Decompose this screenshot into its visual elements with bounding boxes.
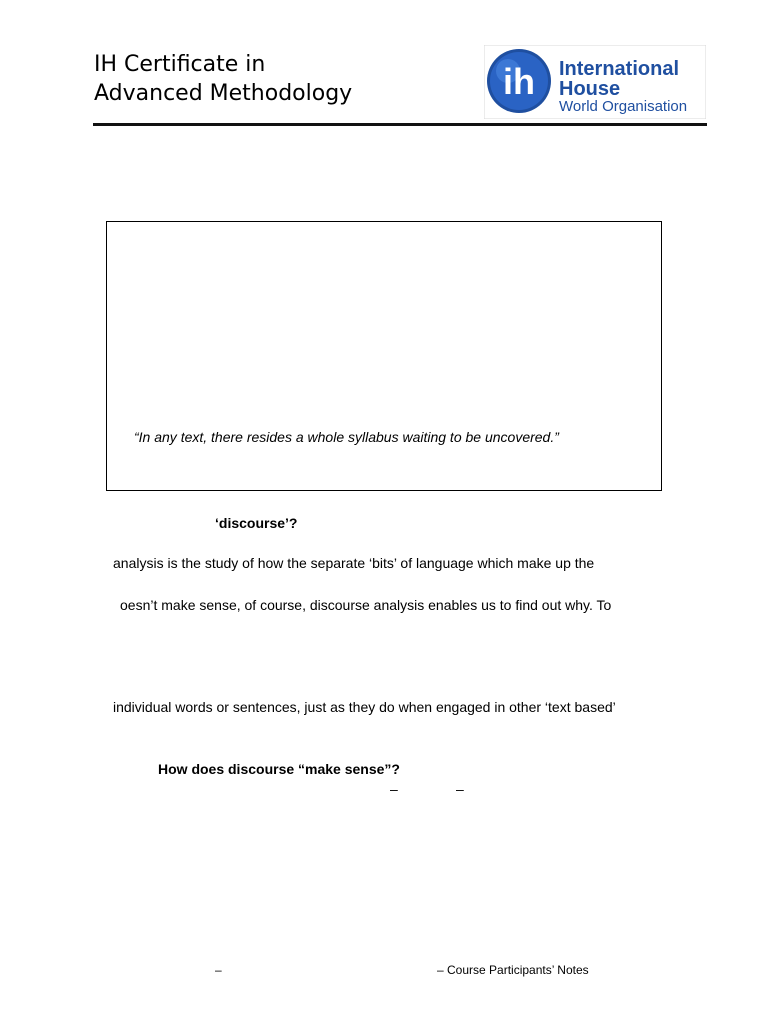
body-line-3: individual words or sentences, just as they do when engaged in other ‘text based’ <box>113 699 616 715</box>
document-title <box>94 50 352 108</box>
section-heading-discourse: ‘discourse’? <box>215 515 298 531</box>
quote-box <box>106 221 662 491</box>
header-divider <box>93 123 707 126</box>
body-line-2: oesn’t make sense, of course, discourse analysis enables us to find out why. To <box>120 597 612 613</box>
logo-text-international: International <box>559 58 680 80</box>
logo-text-world-organisation: World Organisation <box>559 98 688 115</box>
dash-mark-2: – <box>456 781 464 797</box>
dash-mark-1: – <box>390 781 398 797</box>
body-line-1: analysis is the study of how the separate ‘bits’ of language which make up the <box>113 555 595 571</box>
title-line-1: IH Certificate in <box>94 52 266 77</box>
footer-dash: – <box>215 963 222 977</box>
svg-text:ih: ih <box>503 61 535 102</box>
section-heading-make-sense: How does discourse “make sense”? <box>158 761 400 777</box>
title-line-2: Advanced Methodology <box>94 81 353 106</box>
quote-text: “In any text, there resides a whole syllabus waiting to be uncovered.” <box>134 429 559 445</box>
footer-notes: – Course Participants’ Notes <box>437 963 589 977</box>
logo-text-house: House <box>559 78 621 100</box>
